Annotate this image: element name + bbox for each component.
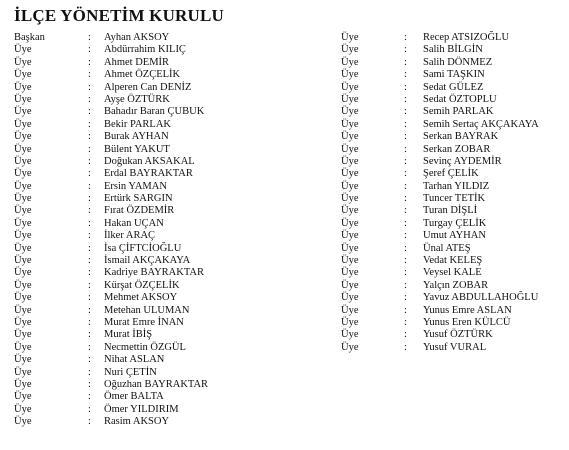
- member-name: Tuncer TETİK: [423, 193, 486, 205]
- member-name: Nihat ASLAN: [104, 354, 165, 366]
- separator-colon: :: [404, 267, 407, 279]
- member-role: Üye: [14, 217, 32, 229]
- member-role: Üye: [341, 69, 359, 81]
- member-role: Üye: [341, 329, 359, 341]
- member-row: [14, 367, 314, 379]
- member-name: Vedat KELEŞ: [423, 255, 483, 267]
- member-name: Umut AYHAN: [423, 230, 486, 242]
- member-role: Üye: [341, 106, 359, 118]
- separator-colon: :: [88, 329, 91, 341]
- member-role: Üye: [14, 44, 32, 56]
- member-role: Üye: [14, 378, 32, 390]
- member-name: Bahadır Baran ÇUBUK: [104, 106, 205, 118]
- member-row: [14, 205, 314, 217]
- member-row: [14, 119, 314, 131]
- member-name: Yalçın ZOBAR: [423, 279, 489, 291]
- member-row: [14, 44, 314, 56]
- separator-colon: :: [88, 81, 91, 93]
- member-row: [14, 267, 314, 279]
- member-name: Ömer BALTA: [104, 391, 164, 403]
- member-name: Yavuz ABDULLAHOĞLU: [423, 292, 539, 304]
- member-row: [341, 156, 569, 168]
- member-role: Üye: [14, 143, 32, 155]
- member-row: [14, 131, 314, 143]
- member-name: Rasim AKSOY: [104, 416, 170, 428]
- separator-colon: :: [404, 292, 407, 304]
- member-role: Üye: [14, 155, 32, 167]
- separator-colon: :: [404, 205, 407, 217]
- member-row: [341, 57, 569, 69]
- member-name: Ünal ATEŞ: [423, 242, 471, 254]
- member-role: Üye: [14, 205, 32, 217]
- member-row: [341, 144, 569, 156]
- member-row: [341, 181, 569, 193]
- separator-colon: :: [88, 131, 91, 143]
- member-row: [341, 267, 569, 279]
- member-row: [14, 156, 314, 168]
- member-name: Mehmet AKSOY: [104, 292, 178, 304]
- member-role: Üye: [14, 93, 32, 105]
- member-name: Serkan BAYRAK: [423, 131, 499, 143]
- member-name: Oğuzhan BAYRAKTAR: [104, 378, 209, 390]
- member-role: Üye: [341, 81, 359, 93]
- member-role: Üye: [341, 118, 359, 130]
- member-row: [341, 280, 569, 292]
- member-row: [14, 317, 314, 329]
- member-role: Üye: [14, 118, 32, 130]
- separator-colon: :: [88, 255, 91, 267]
- member-name: Erdal BAYRAKTAR: [104, 168, 193, 180]
- member-role: Üye: [14, 242, 32, 254]
- member-role: Üye: [341, 168, 359, 180]
- separator-colon: :: [404, 217, 407, 229]
- separator-colon: :: [404, 69, 407, 81]
- member-name: Murat Emre İNAN: [104, 316, 184, 328]
- member-name: Abdürrahim KILIÇ: [104, 44, 186, 56]
- separator-colon: :: [404, 56, 407, 68]
- member-role: Üye: [341, 304, 359, 316]
- member-row: [14, 280, 314, 292]
- member-name: Ayhan AKSOY: [104, 32, 170, 43]
- member-name: Sami TAŞKIN: [423, 69, 485, 81]
- member-name: Yusuf VURAL: [423, 341, 487, 353]
- member-role: Üye: [14, 131, 32, 143]
- member-name: Şeref ÇELİK: [423, 168, 479, 180]
- member-row: [14, 218, 314, 230]
- separator-colon: :: [88, 106, 91, 118]
- separator-colon: :: [88, 230, 91, 242]
- member-row: [14, 292, 314, 304]
- separator-colon: :: [88, 193, 91, 205]
- member-name: Yusuf ÖZTÜRK: [423, 329, 493, 341]
- separator-colon: :: [404, 193, 407, 205]
- member-role: Üye: [341, 279, 359, 291]
- separator-colon: :: [88, 354, 91, 366]
- member-role: Üye: [14, 255, 32, 267]
- member-role: Üye: [341, 93, 359, 105]
- member-row: [341, 218, 569, 230]
- member-role: Üye: [341, 341, 359, 353]
- member-role: Üye: [341, 230, 359, 242]
- member-role: Üye: [14, 403, 32, 415]
- member-row: [341, 32, 569, 44]
- member-role: Üye: [341, 32, 359, 43]
- member-role: Üye: [14, 106, 32, 118]
- member-name: Ahmet DEMİR: [104, 56, 170, 68]
- member-row: [14, 255, 314, 267]
- member-row: [341, 342, 569, 354]
- member-role: Üye: [14, 230, 32, 242]
- member-role: Üye: [14, 267, 32, 279]
- member-role: Üye: [14, 416, 32, 428]
- separator-colon: :: [88, 391, 91, 403]
- separator-colon: :: [88, 56, 91, 68]
- separator-colon: :: [88, 242, 91, 254]
- member-name: Ömer YILDIRIM: [104, 403, 179, 415]
- member-role: Üye: [14, 69, 32, 81]
- member-name: Semih Sertaç AKÇAKAYA: [423, 118, 539, 130]
- member-row: [14, 144, 314, 156]
- member-role: Üye: [341, 143, 359, 155]
- member-row: [341, 205, 569, 217]
- member-role: Üye: [341, 267, 359, 279]
- separator-colon: :: [404, 155, 407, 167]
- member-name: Bülent YAKUT: [104, 143, 170, 155]
- separator-colon: :: [404, 118, 407, 130]
- member-row: [341, 329, 569, 341]
- member-name: Sedat ÖZTOPLU: [423, 93, 497, 105]
- separator-colon: :: [88, 44, 91, 56]
- member-row: [14, 168, 314, 180]
- member-row: [14, 69, 314, 81]
- separator-colon: :: [88, 378, 91, 390]
- member-role: Üye: [14, 329, 32, 341]
- separator-colon: :: [88, 180, 91, 192]
- member-name: Kürşat ÖZÇELİK: [104, 279, 180, 291]
- separator-colon: :: [88, 279, 91, 291]
- member-row: [14, 379, 314, 391]
- member-row: [341, 106, 569, 118]
- member-role: Üye: [341, 217, 359, 229]
- separator-colon: :: [404, 143, 407, 155]
- member-row: [14, 342, 314, 354]
- member-name: Turgay ÇELİK: [423, 217, 487, 229]
- member-role: Üye: [14, 304, 32, 316]
- separator-colon: :: [404, 93, 407, 105]
- member-name: Ayşe ÖZTÜRK: [104, 93, 170, 105]
- member-name: Salih DÖNMEZ: [423, 56, 493, 68]
- member-name: Ersin YAMAN: [104, 180, 167, 192]
- member-row: [14, 94, 314, 106]
- member-row: [14, 193, 314, 205]
- separator-colon: :: [88, 316, 91, 328]
- member-row: [341, 292, 569, 304]
- member-row: [14, 391, 314, 403]
- member-row: [341, 119, 569, 131]
- separator-colon: :: [404, 44, 407, 56]
- separator-colon: :: [404, 255, 407, 267]
- separator-colon: :: [404, 106, 407, 118]
- member-role: Üye: [14, 341, 32, 353]
- member-row: [14, 354, 314, 366]
- member-name: Yunus Eren KÜLCÜ: [423, 316, 511, 328]
- separator-colon: :: [88, 403, 91, 415]
- member-row: [14, 32, 314, 44]
- member-name: İlker ARAÇ: [104, 230, 156, 242]
- member-name: Ertürk SARGIN: [104, 193, 173, 205]
- member-name: Hakan UÇAN: [104, 217, 164, 229]
- member-row: [341, 168, 569, 180]
- member-name: Tarhan YILDIZ: [423, 180, 490, 192]
- separator-colon: :: [88, 69, 91, 81]
- member-role: Üye: [341, 316, 359, 328]
- separator-colon: :: [404, 329, 407, 341]
- separator-colon: :: [404, 180, 407, 192]
- member-row: [14, 106, 314, 118]
- separator-colon: :: [404, 32, 407, 43]
- member-role: Üye: [14, 316, 32, 328]
- member-name: Necmettin ÖZGÜL: [104, 341, 186, 353]
- member-role: Üye: [341, 131, 359, 143]
- member-role: Üye: [14, 292, 32, 304]
- member-row: [341, 69, 569, 81]
- separator-colon: :: [404, 341, 407, 353]
- member-name: Sevinç AYDEMİR: [423, 155, 502, 167]
- member-name: Burak AYHAN: [104, 131, 169, 143]
- member-name: Salih BİLGİN: [423, 44, 483, 56]
- page-title: İLÇE YÖNETİM KURULU: [14, 6, 225, 25]
- member-name: Ahmet ÖZÇELİK: [104, 69, 181, 81]
- separator-colon: :: [88, 32, 91, 43]
- member-role: Üye: [341, 155, 359, 167]
- member-row: [341, 255, 569, 267]
- member-name: Doğukan AKSAKAL: [104, 155, 195, 167]
- member-name: Serkan ZOBAR: [423, 143, 491, 155]
- member-role: Üye: [14, 391, 32, 403]
- separator-colon: :: [88, 118, 91, 130]
- member-name: Sedat GÜLEZ: [423, 81, 484, 93]
- separator-colon: :: [404, 316, 407, 328]
- separator-colon: :: [404, 279, 407, 291]
- member-name: Veysel KALE: [423, 267, 482, 279]
- member-role: Üye: [14, 279, 32, 291]
- member-row: [14, 57, 314, 69]
- member-row: [341, 230, 569, 242]
- member-row: [341, 44, 569, 56]
- member-row: [341, 82, 569, 94]
- member-role: Başkan: [14, 32, 45, 43]
- separator-colon: :: [404, 81, 407, 93]
- member-name: Metehan ULUMAN: [104, 304, 190, 316]
- member-row: [14, 416, 314, 428]
- member-name: Bekir PARLAK: [104, 118, 171, 130]
- member-row: [341, 305, 569, 317]
- member-row: [341, 317, 569, 329]
- member-row: [14, 230, 314, 242]
- member-row: [14, 82, 314, 94]
- member-name: Murat İBİŞ: [104, 329, 153, 341]
- member-role: Üye: [341, 180, 359, 192]
- member-name: Kadriye BAYRAKTAR: [104, 267, 204, 279]
- member-name: İsa ÇİFTCİOĞLU: [104, 242, 182, 254]
- member-role: Üye: [341, 205, 359, 217]
- separator-colon: :: [88, 217, 91, 229]
- member-role: Üye: [341, 255, 359, 267]
- separator-colon: :: [88, 143, 91, 155]
- member-name: Yunus Emre ASLAN: [423, 304, 512, 316]
- member-role: Üye: [341, 56, 359, 68]
- separator-colon: :: [404, 230, 407, 242]
- separator-colon: :: [404, 304, 407, 316]
- member-role: Üye: [341, 292, 359, 304]
- separator-colon: :: [88, 366, 91, 378]
- separator-colon: :: [404, 131, 407, 143]
- separator-colon: :: [404, 242, 407, 254]
- separator-colon: :: [88, 341, 91, 353]
- member-role: Üye: [341, 193, 359, 205]
- member-row: [341, 193, 569, 205]
- member-role: Üye: [14, 354, 32, 366]
- member-row: [14, 305, 314, 317]
- member-role: Üye: [14, 366, 32, 378]
- member-name: İsmail AKÇAKAYA: [104, 255, 191, 267]
- member-row: [14, 404, 314, 416]
- member-row: [14, 329, 314, 341]
- member-role: Üye: [14, 193, 32, 205]
- separator-colon: :: [88, 93, 91, 105]
- member-role: Üye: [14, 81, 32, 93]
- member-name: Turan DİŞLİ: [423, 205, 478, 217]
- member-role: Üye: [14, 56, 32, 68]
- separator-colon: :: [88, 168, 91, 180]
- member-name: Nuri ÇETİN: [104, 366, 157, 378]
- member-name: Fırat ÖZDEMİR: [104, 205, 175, 217]
- member-list-left: [14, 32, 314, 429]
- member-role: Üye: [341, 44, 359, 56]
- separator-colon: :: [88, 267, 91, 279]
- member-row: [14, 181, 314, 193]
- member-role: Üye: [14, 180, 32, 192]
- member-name: Recep ATSIZOĞLU: [423, 32, 510, 43]
- member-name: Alperen Can DENİZ: [104, 81, 192, 93]
- member-row: [341, 243, 569, 255]
- member-role: Üye: [14, 168, 32, 180]
- separator-colon: :: [88, 304, 91, 316]
- separator-colon: :: [88, 155, 91, 167]
- separator-colon: :: [88, 205, 91, 217]
- separator-colon: :: [88, 416, 91, 428]
- member-role: Üye: [341, 242, 359, 254]
- separator-colon: :: [88, 292, 91, 304]
- member-row: [341, 131, 569, 143]
- member-row: [14, 243, 314, 255]
- separator-colon: :: [404, 168, 407, 180]
- member-name: Semih PARLAK: [423, 106, 494, 118]
- member-row: [341, 94, 569, 106]
- member-list-right: [341, 32, 569, 354]
